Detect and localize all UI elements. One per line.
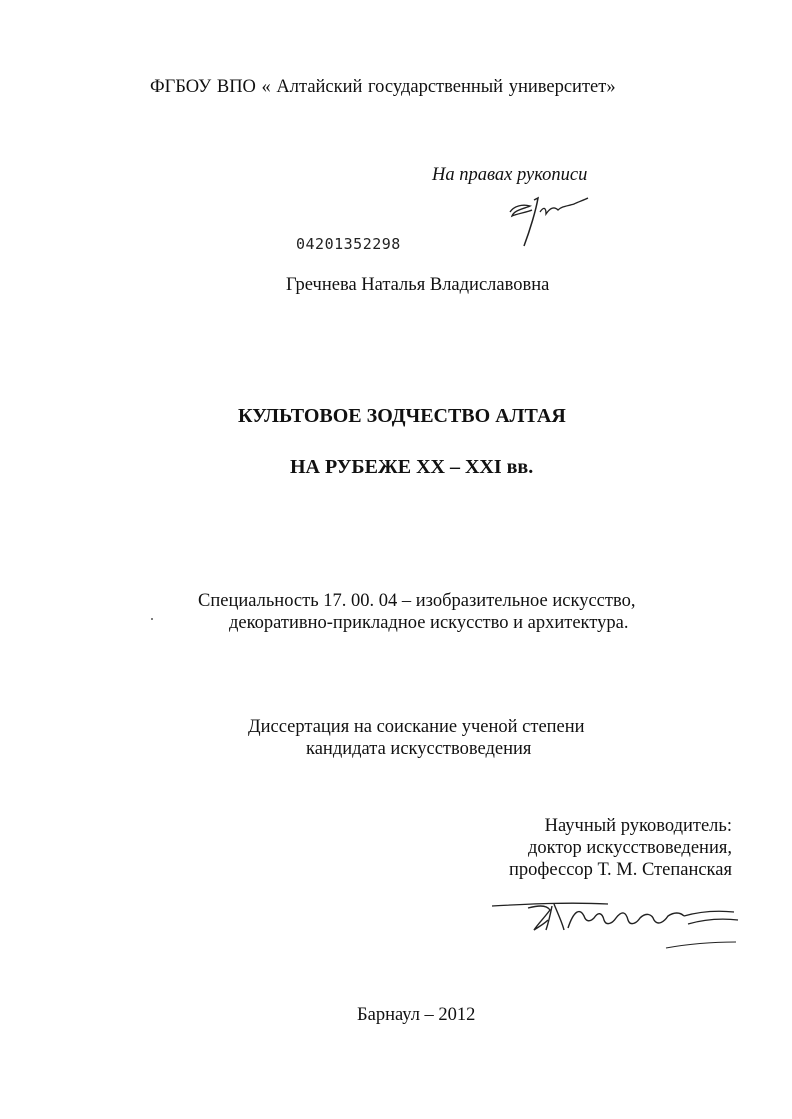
specialty-line-1: Специальность 17. 00. 04 – изобразительное искусство, (198, 591, 636, 611)
supervisor-signature (488, 890, 750, 958)
supervisor-name: профессор Т. М. Степанская (508, 860, 732, 880)
author-signature (500, 186, 600, 256)
city-year: Барнаул – 2012 (357, 1005, 476, 1025)
institution-name: ФГБОУ ВПО « Алтайский государственный университет» (150, 77, 616, 97)
supervisor-degree: доктор искусствоведения, (528, 838, 732, 858)
registration-number: 04201352298 (296, 235, 401, 253)
thesis-title-line-1: КУЛЬТОВОЕ ЗОДЧЕСТВО АЛТАЯ (238, 405, 566, 427)
scan-speck (151, 618, 153, 620)
thesis-title-line-2: НА РУБЕЖЕ XX – XXI вв. (290, 456, 534, 478)
specialty-line-2: декоративно-прикладное искусство и архитектура. (229, 613, 629, 633)
dissertation-degree-line-1: Диссертация на соискание ученой степени (248, 717, 585, 737)
dissertation-degree-line-2: кандидата искусствоведения (306, 739, 532, 759)
author-name: Гречнева Наталья Владиславовна (286, 275, 550, 295)
manuscript-rights-label: На правах рукописи (432, 165, 588, 185)
supervisor-label: Научный руководитель: (544, 816, 732, 836)
